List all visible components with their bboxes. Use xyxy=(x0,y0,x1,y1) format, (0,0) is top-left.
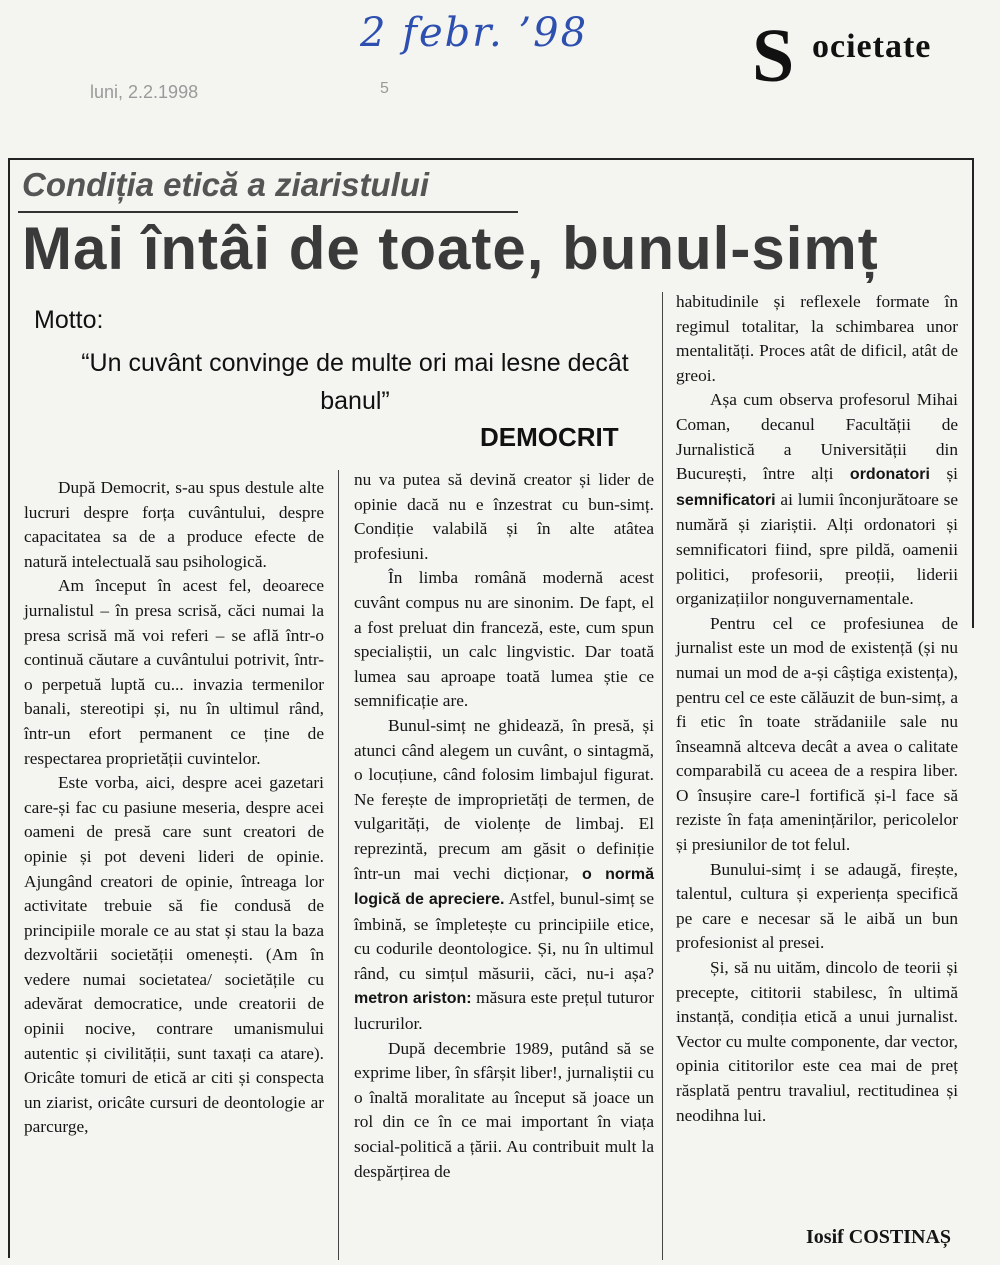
text-run: și xyxy=(929,464,958,484)
paragraph: nu va putea să devină creator și lider de opinie dacă nu e înzestrat cu bun-simț. Condiție valabilă și în alte atâtea profesiuni. xyxy=(354,470,654,563)
article-headline: Mai întâi de toate, bunul-simț xyxy=(22,215,879,282)
paragraph xyxy=(676,388,958,611)
text-run: Bunul-simț ne ghidează, în presă, și atunci când alegem un cuvânt, o sintagmă, o locuțiune, când folosim limbajul figurat. Ne ferește de improprietăți de termen, de vulgarități, de violențe de limbaj. El reprezintă, precum am găsit o definiție într-un mai vechi dicționar, xyxy=(354,715,654,883)
handwritten-date: 2 febr. ’98 xyxy=(360,10,589,56)
paragraph: Bunului-simț i se adaugă, firește, talentul, cultura și experiența specifică pe care e necesar să le aibă un bun profesionist al presei. xyxy=(676,859,958,953)
article-frame-top xyxy=(8,158,974,160)
paragraph: În limba română modernă acest cuvânt compus nu are sinonim. De fapt, el a fost preluat din franceză, este, cum spun specialiștii, un calc lingvistic. Dar toată lumea sau aproape toată lumea știe ce semnificație are. xyxy=(354,568,654,711)
bold-term: metron ariston: xyxy=(354,990,472,1008)
paragraph xyxy=(354,714,654,1037)
article-frame-left xyxy=(8,158,10,1258)
motto-label: Motto: xyxy=(34,306,104,334)
column-divider xyxy=(338,470,339,1260)
article-column-2 xyxy=(354,468,654,1184)
article-column-3 xyxy=(676,290,958,1128)
motto-author: DEMOCRIT xyxy=(480,422,619,452)
text-run: ai lumii înconjurătoare se numără și ziariștii. Alți ordonatori și semnificatori fiind, spre pildă, oamenii politici, profesorii, preoții, liderii organizațiilor nonguvernamentale. xyxy=(676,489,958,609)
paragraph: După Democrit, s-au spus destule alte lucruri despre forța cuvântului, despre capacitatea sa de a produce efecte de natură intelectuală sau psihologică. xyxy=(24,478,324,571)
motto-quote: “Un cuvânt convinge de multe ori mai lesne decât banul” xyxy=(81,349,629,415)
article-column-1 xyxy=(24,476,324,1140)
page-number: 5 xyxy=(380,80,389,97)
section-title: ocietate xyxy=(812,28,932,65)
paragraph: Pentru cel ce profesiunea de jurnalist este un mod de existență (și nu numai un mod de a-și câștiga existența), pentru cel ce este călăuzit de bun-simț, a fi etic în toate strădaniile sale nu înseamnă altceva decât a avea o calitate comparabilă cu aceea de a respira liber. O însușire care-l fortifică și-l face să reziste în fața amenințărilor, pericolelor și presiunilor de tot felul. xyxy=(676,613,958,855)
text-run: Așa cum observa profesorul Mihai Coman, decanul Facultății de Jurnalistică a Universității din București, între alți xyxy=(676,390,958,484)
bold-term: o normă logică de apreciere. xyxy=(354,865,654,909)
section-initial: S xyxy=(752,14,795,98)
kicker-underline xyxy=(18,211,518,213)
text-run: măsura este prețul tuturor lucrurilor. xyxy=(354,988,654,1034)
paragraph: Este vorba, aici, despre acei gazetari care-și fac cu pasiune meseria, despre acei oameni de presă care sunt creatori de opinie și pot deveni lideri de opinie. Ajungând creatori de opinie, întreaga lor activitate trebuie să fie condusă de principiile morale ce au stat și stau la baza dezvoltării societății omenești. (Am în vedere numai societatea/ societățile cu adevărat democratice, unde creatorii de opinii nocive, contrare umanismului autentic și civilității, sunt taxați ca atare). Oricâte tomuri de etică ar citi și conspecta un ziarist, oricâte cursuri de deontologie ar parcurge, xyxy=(24,773,324,1137)
article-frame-right xyxy=(972,158,974,628)
paragraph: După decembrie 1989, putând să se exprime liber, în sfârșit liber!, jurnaliștii cu o înaltă moralitate au început să joace un rol din ce în ce mai important în viața social-politică a țării. Au contribuit mult la despărțirea de xyxy=(354,1038,654,1181)
author-signature: Iosif COSTINAȘ xyxy=(806,1226,952,1248)
paragraph: habitudinile și reflexele formate în regimul totalitar, la schimbarea unor mentalități. Proces atât de dificil, atât de greoi. xyxy=(676,292,958,385)
text-run: Astfel, bunul-simț se îmbină, se împletește cu principiile etice, cu codurile deontologice. Și, nu în ultimul rând, cu simțul măsurii, căci, nu-i așa? xyxy=(354,889,655,983)
paragraph: Și, să nu uităm, dincolo de teorii și precepte, cititorii stabilesc, în ultimă instanță, condiția etică a unui jurnalist. Vector cu multe componente, dar vector, opinia cititorilor este cea mai de preț răsplată pentru travaliul, rectitudinea și neodihna lui. xyxy=(676,958,958,1125)
article-kicker: Condiția etică a ziaristului xyxy=(22,166,430,203)
bold-term: ordonatori xyxy=(849,466,930,484)
bold-term: semnificatori xyxy=(676,491,776,509)
paragraph: Am început în acest fel, deoarece jurnalistul – în presa scrisă, căci numai la presa scrisă mă voi referi – se află într-o continuă căutare a cuvântului potrivit, într-o perpetuă luptă cu... invazia termenilor banali, stereotipi și, nu în ultimul rând, într-un efort permanent ce ține de respectarea proprietății cuvintelor. xyxy=(24,576,324,768)
issue-date: luni, 2.2.1998 xyxy=(90,82,199,102)
column-divider xyxy=(662,292,663,1260)
